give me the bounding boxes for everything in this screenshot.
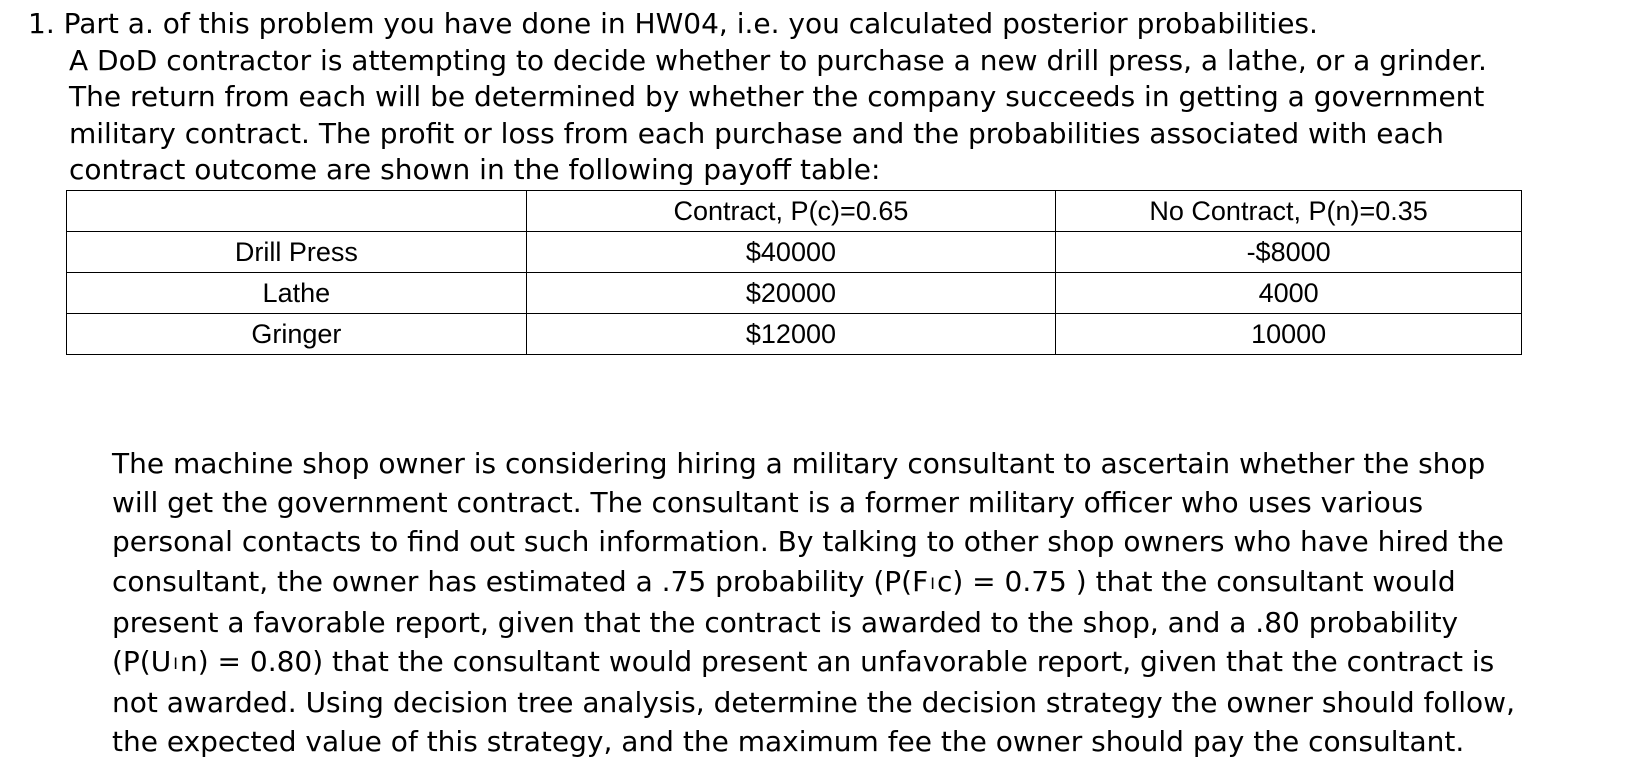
intro-line-5: contract outcome are shown in the following payoff table:: [69, 153, 881, 186]
table-cell-contract-payoff: $12000: [526, 314, 1056, 355]
table-cell-alternative: Drill Press: [67, 232, 527, 273]
paragraph-line-3: personal contacts to find out such information. By talking to other shop owners who have hired the: [112, 525, 1504, 559]
intro-line-2: A DoD contractor is attempting to decide whether to purchase a new drill press, a lathe, or a grinder.: [69, 43, 1487, 77]
table-header-cell-empty: [67, 191, 527, 232]
paragraph-line-6-part-b: n) = 0.80) that the consultant would present an unfavorable report, given that the contract is: [179, 645, 1495, 679]
intro-line-text-1: Part a. of this problem you have done in HW04, i.e. you calculated posterior probabilities.: [63, 7, 1318, 40]
intro-line-3: The return from each will be determined by whether the company succeeds in getting a government: [69, 80, 1485, 113]
table-cell-contract-payoff: $40000: [526, 232, 1056, 273]
table-cell-no-contract-payoff: 4000: [1056, 273, 1522, 314]
intro-line-1: [28, 6, 1638, 43]
paragraph-line-4-part-a: consultant, the owner has estimated a .75 probability (P(F: [112, 564, 929, 598]
intro-line-4: military contract. The profit or loss from each purchase and the probabilities associated with each: [69, 116, 1444, 150]
paragraph-line-7: not awarded. Using decision tree analysis, determine the decision strategy the owner should follow,: [112, 686, 1515, 720]
conditional-bar: I: [930, 573, 935, 593]
table-header-contract: Contract, P(c)=0.65: [526, 191, 1056, 232]
paragraph-line-6: [112, 642, 1642, 683]
paragraph-line-8: the expected value of this strategy, and the maximum fee the owner should pay the consultant.: [112, 725, 1465, 759]
table-row: [67, 232, 1522, 273]
table-row: [67, 273, 1522, 314]
paragraph-line-6-part-a: (P(U: [112, 645, 172, 679]
table-cell-no-contract-payoff: 10000: [1056, 314, 1522, 355]
table-cell-contract-payoff: $20000: [526, 273, 1056, 314]
table-cell-alternative: Gringer: [67, 314, 527, 355]
paragraph-line-2: will get the government contract. The consultant is a former military officer who uses various: [112, 486, 1424, 520]
consultant-paragraph: [112, 444, 1642, 762]
paragraph-line-4: [112, 562, 1642, 603]
payoff-table: [66, 190, 1522, 355]
table-cell-alternative: Lathe: [67, 273, 527, 314]
paragraph-line-4-part-b: c) = 0.75 ) that the consultant would: [936, 564, 1456, 598]
problem-intro: [28, 6, 1638, 189]
table-row: [67, 314, 1522, 355]
conditional-bar: I: [173, 654, 178, 674]
problem-number: 1.: [28, 7, 55, 40]
table-header-row: [67, 191, 1522, 232]
paragraph-line-1: The machine shop owner is considering hiring a military consultant to ascertain whether the shop: [112, 447, 1486, 480]
table-header-no-contract: No Contract, P(n)=0.35: [1056, 191, 1522, 232]
table-cell-no-contract-payoff: -$8000: [1056, 232, 1522, 273]
paragraph-line-5: present a favorable report, given that the contract is awarded to the shop, and a .80 probability: [112, 605, 1459, 639]
